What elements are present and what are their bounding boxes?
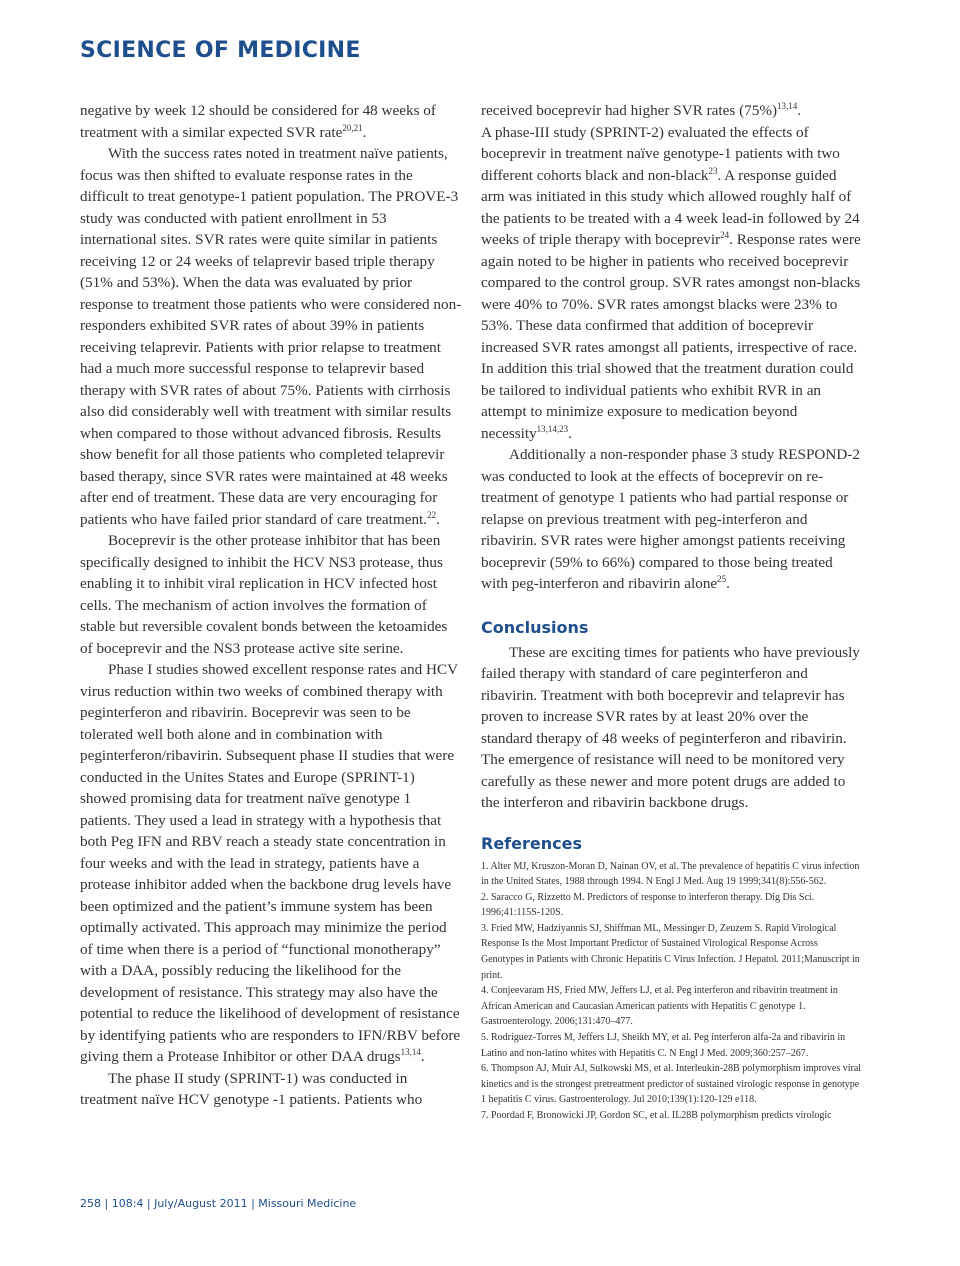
paragraph: received boceprevir had higher SVR rates $(75\%)^{13,14}$. [481, 101, 802, 119]
reference-item: 2. Saracco G, Rizzetto M. Predictors of response to interferon therapy. Dig Dis Sci. 1996;41:115S-120S. [481, 891, 815, 919]
reference-item: 6. Thompson AJ, Muir AJ, Sulkowski MS, et al. Interleukin-28B polymorphism improves viral kinetics and is the strongest pretreatment predictor of sustained virologic response in genotype 1 hepatitis C virus. Gastroenterology. Jul 2010;139(1):120-129 e118. [481, 1063, 862, 1106]
right-column [481, 100, 863, 1124]
reference-item: 3. Fried MW, Hadziyannis SJ, Shiffman ML, Messinger D, Zeuzem S. Rapid Virological Response Is the Most Important Predictor of Sustained Virological Response Across Genotypes in Patients with Chronic Hepatitis C Virus Infection. J Hepatol. 2011;Manuscript in print. [481, 922, 860, 981]
paragraph: The phase II study (SPRINT-1) was conducted in treatment naïve HCV genotype -1 patients. Patients who [80, 1069, 423, 1108]
reference-item: 7. Poordad F, Bronowicki JP, Gordon SC, et al. IL28B polymorphism predicts virologic [481, 1110, 832, 1121]
reference-item: 5. Rodriguez-Torres M, Jeffers LJ, Sheikh MY, et al. Peg interferon alfa-2a and ribavirin in Latino and non-latino whites with Hepatitis C. N Engl J Med. 2009;360:257–267. [481, 1032, 846, 1059]
conclusions-heading: Conclusions [481, 617, 589, 637]
conclusions-paragraph: These are exciting times for patients who have previously failed therapy with standard of care peginterferon and ribavirin. Treatment with both boceprevir and telaprevir has proven to increase SVR rates by at least 20% over the standard therapy of 48 weeks of peginterferon and ribavirin. The emergence of resistance will need to be monitored very carefully as these newer and more potent drugs are added to the interferon and ribavirin backbone drugs. [481, 643, 860, 811]
page-footer: 258 | 108:4 | July/August 2011 | Missouri Medicine [80, 1197, 357, 1210]
paragraph: A phase-III study (SPRINT-2) evaluated the effects of boceprevir in treatment naïve genotype-1 patients with two different cohorts black and non-black$^{23}$. A response guided arm was initiated in this study which allowed roughly half of the patients to be treated with a 4 week lead-in followed by 24 weeks of triple therapy with boceprevir$^{24}$. Response rates were again noted to be higher in patients who received boceprevir compared to the control group. SVR rates amongst non-blacks were 40% to 70%. SVR rates amongst blacks were 23% to 53%. These data confirmed that addition of boceprevir increased SVR rates amongst all patients, irrespective of race. In addition this trial showed that the treatment duration could be tailored to individual patients who exhibit RVR in an attempt to minimize exposure to medication beyond necessity$^{13,14,23}$. [481, 123, 861, 442]
paragraph: negative by week 12 should be considered for 48 weeks of treatment with a similar expected SVR rate$^{20,21}$. [80, 102, 436, 141]
paragraph: Phase I studies showed excellent response rates and HCV virus reduction within two weeks of combined therapy with peginterferon and ribavirin. Boceprevir was seen to be tolerated well both alone and in combination with peginterferon/ribavirin. Subsequent phase II studies that were conducted in the Unites States and Europe (SPRINT-1) showed promising data for treatment naïve genotype 1 patients. They used a lead in strategy with a hypothesis that both Peg IFN and RBV reach a steady state concentration in four weeks and with the lead in strategy, patients have a protease inhibitor added when the backbone drug levels have been optimized and the patient’s immune system has been optimally activated. This approach may minimize the period of time when there is a period of “functional monotherapy” with a DAA, possibly reducing the likelihood for the development of resistance. This strategy may also have the potential to reduce the likelihood of development of resistance by identifying patients who are responders to IFN/RBV before giving them a Protease Inhibitor or other DAA drugs$^{13,14}$. [80, 661, 461, 1065]
reference-item: 4. Conjeevaram HS, Fried MW, Jeffers LJ, et al. Peg interferon and ribavirin treatment in African American and Caucasian American patients with Hepatitis C genotype 1. Gastroenterology. 2006;131:470–477. [481, 985, 838, 1028]
reference-item: 1. Alter MJ, Kruszon-Moran D, Nainan OV, et al. The prevalence of hepatitis C virus infection in the United States, 1988 through 1994. N Engl J Med. Aug 19 1999;341(8):556-562. [481, 860, 860, 888]
paragraph: With the success rates noted in treatment naïve patients, focus was then shifted to evaluate response rates in the difficult to treat genotype-1 patient population. The PROVE-3 study was conducted with patient enrollment in 53 international sites. SVR rates were quite similar in patients receiving 12 or 24 weeks of telaprevir based triple therapy (51% and 53%). When the data was evaluated by prior response to treatment those patients who were considered non-responders exhibited SVR rates of about 39% in patients receiving telaprevir. Patients with prior relapse to treatment had a much more successful response to telaprevir based therapy with SVR rates of about 75%. Patients with cirrhosis also did considerably well with treatment with similar results when compared to those without advanced fibrosis. Results show benefit for all those patients who completed telaprevir based therapy, since SVR rates were maintained at 48 weeks after end of treatment. These data are very encouraging for patients who have failed prior standard of care treatment.$^{22}$. [80, 145, 462, 528]
references-heading: References [481, 833, 582, 853]
references-list [481, 859, 863, 1124]
paragraph: Boceprevir is the other protease inhibitor that has been specifically designed to inhibit the HCV NS3 protease, thus enabling it to inhibit viral replication in HCV infected host cells. The mechanism of action involves the formation of stable but reversible covalent bonds between the ketoamides of boceprevir and the NS3 protease active site serine. [80, 532, 448, 657]
paragraph: Additionally a non-responder phase 3 study RESPOND-2 was conducted to look at the effects of boceprevir on re-treatment of genotype 1 patients who had partial response or relapse on previous treatment with peg-interferon and ribavirin. SVR rates were higher amongst patients receiving boceprevir (59% to 66%) compared to those being treated with peg-interferon and ribavirin alone$^{25}$. [481, 446, 860, 592]
left-column [80, 100, 462, 1111]
section-title: SCIENCE OF MEDICINE [80, 38, 361, 63]
